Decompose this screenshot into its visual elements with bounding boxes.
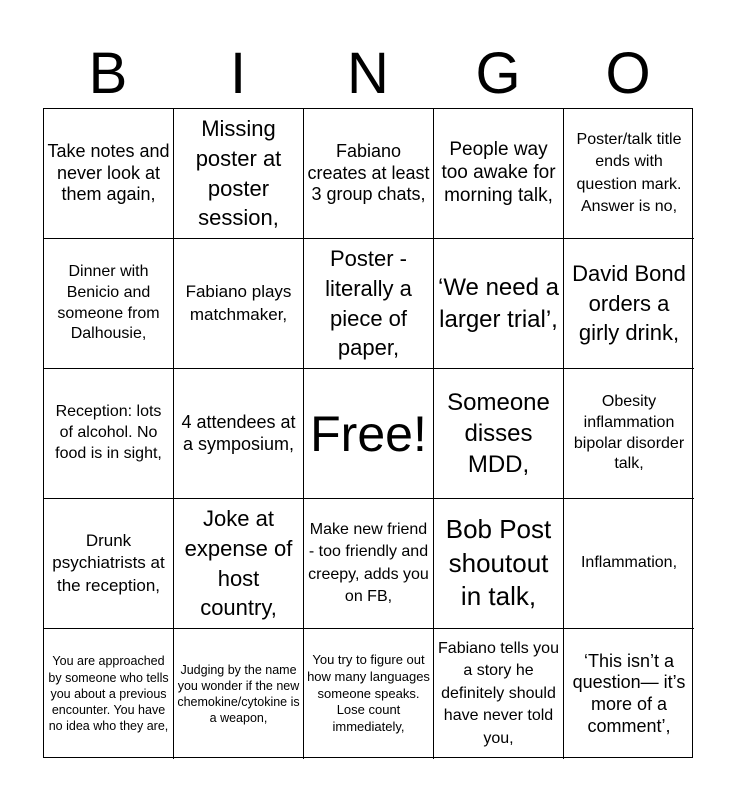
bingo-header bbox=[43, 40, 693, 108]
bingo-cell[interactable]: You are approached by someone who tells you about a previous encounter. You have no idea who they are, bbox=[44, 629, 174, 759]
bingo-cell[interactable]: Dinner with Benicio and someone from Dalhousie, bbox=[44, 239, 174, 369]
bingo-cell[interactable]: Missing poster at poster session, bbox=[174, 109, 304, 239]
bingo-cell[interactable]: ‘We need a larger trial’, bbox=[434, 239, 564, 369]
bingo-cell[interactable]: Poster - literally a piece of paper, bbox=[304, 239, 434, 369]
bingo-cell[interactable]: Fabiano creates at least 3 group chats, bbox=[304, 109, 434, 239]
bingo-cell[interactable]: Judging by the name you wonder if the new chemokine/cytokine is a weapon, bbox=[174, 629, 304, 759]
bingo-cell[interactable]: Poster/talk title ends with question mark. Answer is no, bbox=[564, 109, 694, 239]
bingo-cell[interactable]: Fabiano tells you a story he definitely should have never told you, bbox=[434, 629, 564, 759]
bingo-cell[interactable]: People way too awake for morning talk, bbox=[434, 109, 564, 239]
bingo-cell[interactable]: ‘This isn’t a question— it’s more of a comment’, bbox=[572, 650, 686, 736]
bingo-cell[interactable]: Take notes and never look at them again, bbox=[44, 109, 174, 239]
bingo-cell[interactable]: Fabiano plays matchmaker, bbox=[174, 239, 304, 369]
header-letter-n: N bbox=[347, 41, 389, 106]
header-letter-g: G bbox=[475, 41, 521, 106]
bingo-cell[interactable]: Make new friend - too friendly and creepy, adds you on FB, bbox=[304, 499, 434, 629]
bingo-cell[interactable]: Someone disses MDD, bbox=[434, 369, 564, 499]
bingo-cell[interactable]: David Bond orders a girly drink, bbox=[564, 239, 694, 369]
bingo-cell[interactable]: You try to figure out how many languages someone speaks. Lose count immediately, bbox=[304, 629, 434, 759]
bingo-cell[interactable]: Joke at expense of host country, bbox=[174, 499, 304, 629]
header-letter-b: B bbox=[88, 41, 128, 106]
bingo-cell[interactable]: Reception: lots of alcohol. No food is in sight, bbox=[44, 369, 174, 499]
bingo-cell[interactable]: Inflammation, bbox=[564, 499, 694, 629]
bingo-cell[interactable]: Drunk psychiatrists at the reception, bbox=[44, 499, 174, 629]
header-letter-i: I bbox=[229, 41, 247, 106]
bingo-cell[interactable]: Bob Post shoutout in talk, bbox=[434, 499, 564, 629]
bingo-card bbox=[43, 108, 693, 758]
header-letter-o: O bbox=[605, 41, 651, 106]
bingo-cell[interactable]: 4 attendees at a symposium, bbox=[174, 369, 304, 499]
bingo-cell[interactable]: Obesity inflammation bipolar disorder talk, bbox=[564, 369, 694, 499]
free-space-cell[interactable]: Free! bbox=[304, 369, 434, 499]
